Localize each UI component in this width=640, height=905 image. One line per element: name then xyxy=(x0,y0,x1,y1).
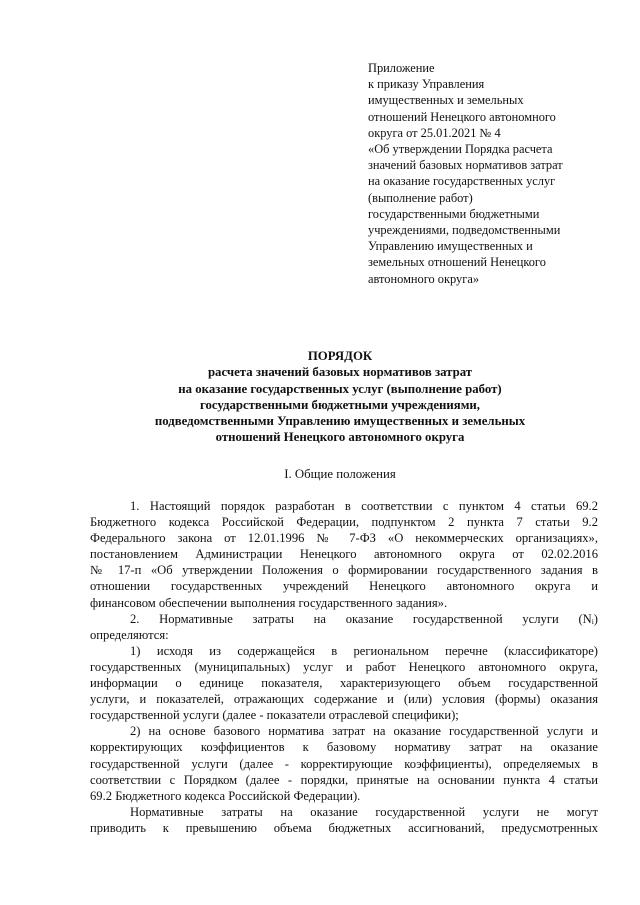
paragraph-line: № 17-п «Об утверждении Положения о формировании государственного задания в xyxy=(90,563,598,578)
appendix-line: автономного округа» xyxy=(368,271,480,286)
appendix-line: имущественных и земельных xyxy=(368,93,524,108)
paragraph-line: 1) исходя из содержащейся в региональном перечне (классификаторе) xyxy=(130,643,598,658)
paragraph-line: 1. Настоящий порядок разработан в соответствии с пунктом 4 статьи 69.2 xyxy=(130,499,598,513)
paragraph-line: государственных (муниципальных) услуг и работ Ненецкого автономного округа, xyxy=(90,659,598,674)
title-line: отношений Ненецкого автономного округа xyxy=(215,430,465,445)
appendix-line: Приложение xyxy=(368,61,435,75)
title-line: подведомственными Управлению имущественных и земельных xyxy=(154,414,526,429)
body-text xyxy=(90,498,598,836)
appendix-line: округа от 25.01.2021 № 4 xyxy=(368,125,501,140)
appendix-line: (выполнение работ) xyxy=(368,190,473,205)
title-line: расчета значений базовых нормативов затрат xyxy=(207,365,473,380)
title-line: на оказание государственных услуг (выполнение работ) xyxy=(178,381,502,396)
paragraph-line: государственной услуги (далее - показатели отраслевой специфики); xyxy=(90,708,459,723)
paragraph-line: услуги, и показателей, отражающих содержание и (или) условия (формы) оказания xyxy=(90,692,598,707)
paragraph-line: определяются: xyxy=(90,627,169,642)
title-line: государственными бюджетными учреждениями, xyxy=(199,397,481,412)
appendix-line: «Об утверждении Порядка расчета xyxy=(368,142,553,157)
section-heading: I. Общие положения xyxy=(284,467,396,481)
paragraph-line: государственной услуги (далее - корректирующие коэффициенты), определяемых в xyxy=(90,756,598,771)
paragraph-line: Бюджетного кодекса Российской Федерации, подпунктом 2 пункта 7 статьи 9.2 xyxy=(90,515,598,530)
title-heading: ПОРЯДОК xyxy=(307,349,373,363)
paragraph-line: 2) на основе базового норматива затрат на оказание государственной услуги и xyxy=(130,724,598,739)
appendix-note xyxy=(368,60,608,287)
paragraph-line: отношении государственных учреждений Ненецкого автономного округа и xyxy=(90,579,598,594)
appendix-line: к приказу Управления xyxy=(368,77,485,92)
paragraph-line: 2. Нормативные затраты на оказание государственной услуги (Nᵢ) xyxy=(130,611,598,626)
paragraph-line: приводить к превышению объема бюджетных ассигнований, предусмотренных xyxy=(90,820,598,835)
paragraph-line: корректирующих коэффициентов к базовому нормативу затрат на оказание xyxy=(90,740,598,755)
paragraph-line: информации о единице показателя, характеризующего объем государственной xyxy=(90,676,598,691)
appendix-line: значений базовых нормативов затрат xyxy=(368,158,563,173)
paragraph-line: Нормативные затраты на оказание государственной услуги не могут xyxy=(130,804,598,819)
paragraph-line: Федерального закона от 12.01.1996 № 7-ФЗ «О некоммерческих организациях», xyxy=(90,531,598,546)
paragraph-line: финансовом обеспечении выполнения государственного задания». xyxy=(90,595,448,610)
document-title xyxy=(90,348,590,446)
appendix-line: на оказание государственных услуг xyxy=(368,174,556,189)
appendix-line: Управлению имущественных и xyxy=(368,239,533,254)
appendix-line: отношений Ненецкого автономного xyxy=(368,109,556,124)
paragraph-line: 69.2 Бюджетного кодекса Российской Федерации). xyxy=(90,788,361,803)
appendix-line: государственными бюджетными xyxy=(368,206,540,221)
appendix-line: земельных отношений Ненецкого xyxy=(368,255,546,270)
paragraph-line: постановлением Администрации Ненецкого автономного округа от 02.02.2016 xyxy=(90,547,598,562)
appendix-line: учреждениями, подведомственными xyxy=(368,223,561,238)
paragraph-line: соответствии с Порядком (далее - порядки, принятые на основании пункта 4 статьи xyxy=(90,772,598,787)
